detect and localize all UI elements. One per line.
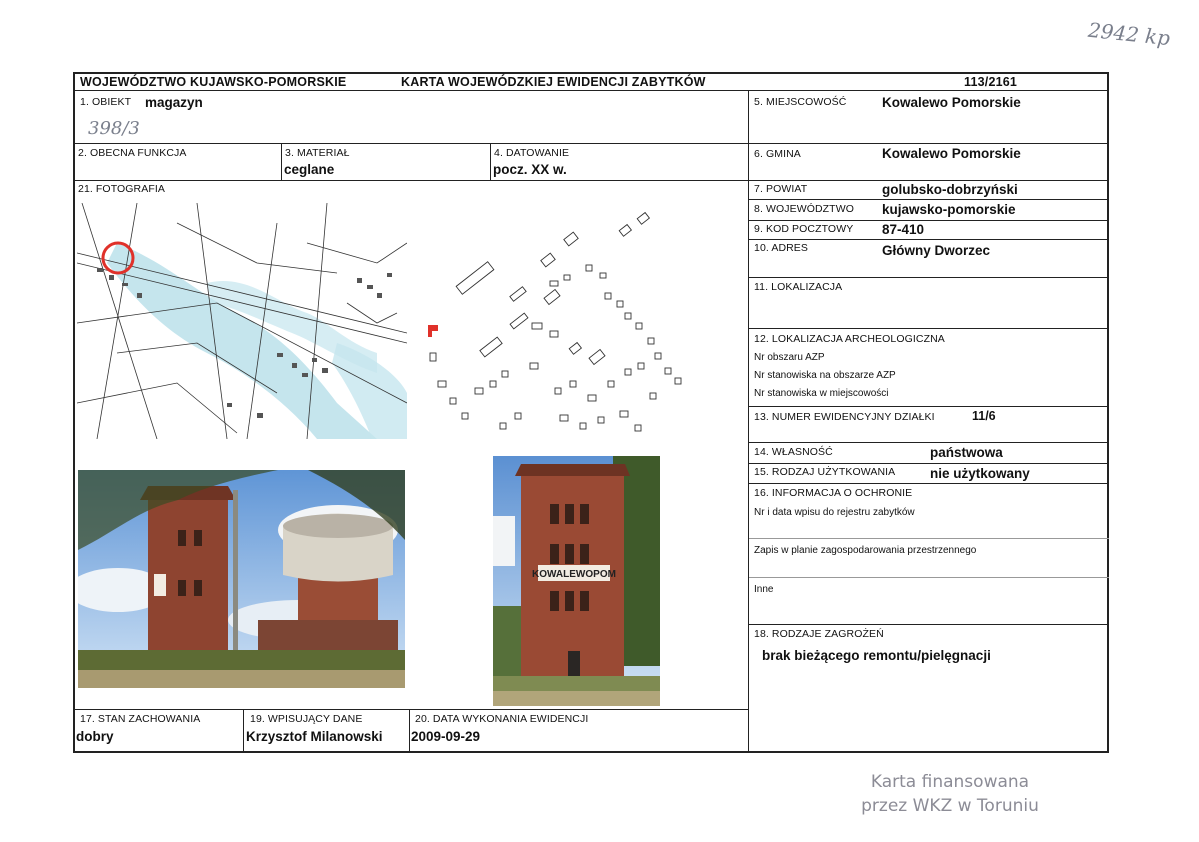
funkcja-label: 2. OBECNA FUNKCJA xyxy=(78,147,187,159)
gmina-value: Kowalewo Pomorskie xyxy=(882,146,1021,161)
powiat-value: golubsko-dobrzyński xyxy=(882,182,1018,197)
zagrozenia-label: 18. RODZAJE ZAGROŻEŃ xyxy=(754,628,884,640)
wojewodztwo-label: 8. WOJEWÓDZTWO xyxy=(754,203,854,215)
miejscowosc-label: 5. MIEJSCOWOŚĆ xyxy=(754,96,847,108)
ochrona-line-rejestr: Nr i data wpisu do rejestru zabytków xyxy=(754,507,915,518)
ochrona-line-plan: Zapis w planie zagospodarowania przestrzennego xyxy=(754,545,977,556)
dzialka-label: 13. NUMER EWIDENCYJNY DZIAŁKI xyxy=(754,411,935,423)
wpisujacy-label: 19. WPISUJĄCY DANE xyxy=(250,713,363,725)
financing-stamp xyxy=(860,770,1040,818)
data-label: 20. DATA WYKONANIA EWIDENCJI xyxy=(415,713,589,725)
datowanie-label: 4. DATOWANIE xyxy=(494,147,570,159)
stamp-line-1: Karta finansowana xyxy=(870,772,1030,792)
card-number: 113/2161 xyxy=(964,75,1018,89)
data-value: 2009-09-29 xyxy=(411,729,481,744)
region-title: WOJEWÓDZTWO KUJAWSKO-POMORSKIE xyxy=(80,75,347,89)
card-title: KARTA WOJEWÓDZKIEJ EWIDENCJI ZABYTKÓW xyxy=(401,75,706,89)
wpisujacy-value: Krzysztof Milanowski xyxy=(246,729,383,744)
stan-label: 17. STAN ZACHOWANIA xyxy=(80,713,201,725)
ochrona-label: 16. INFORMACJA O OCHRONIE xyxy=(754,487,913,499)
arch-line-stanowisko-miejscowosc: Nr stanowiska w miejscowości xyxy=(754,388,889,399)
arch-line-stanowisko-azp: Nr stanowiska na obszarze AZP xyxy=(754,370,896,381)
handwritten-object-code: 398/3 xyxy=(88,118,140,139)
handwritten-archive-number: 2942 kp xyxy=(1086,17,1172,51)
uzytkowanie-value: nie użytkowany xyxy=(930,466,1030,481)
wlasnosc-label: 14. WŁASNOŚĆ xyxy=(754,446,833,458)
photo-towers xyxy=(78,470,405,688)
arch-label: 12. LOKALIZACJA ARCHEOLOGICZNA xyxy=(754,333,945,345)
material-label: 3. MATERIAŁ xyxy=(285,147,350,159)
adres-value: Główny Dworzec xyxy=(882,243,991,258)
obiekt-value: magazyn xyxy=(145,95,203,110)
wlasnosc-value: państwowa xyxy=(930,445,1003,460)
zagrozenia-value: brak bieżącego remontu/pielęgnacji xyxy=(762,648,991,663)
location-map xyxy=(77,203,407,439)
gmina-label: 6. GMINA xyxy=(754,148,801,160)
photo-tower-sign xyxy=(493,456,660,706)
miejscowosc-value: Kowalewo Pomorskie xyxy=(882,95,1021,110)
adres-label: 10. ADRES xyxy=(754,242,809,254)
obiekt-label: 1. OBIEKT xyxy=(80,96,132,108)
lokalizacja-label: 11. LOKALIZACJA xyxy=(754,281,843,293)
stan-value: dobry xyxy=(76,729,114,744)
fotografia-label: 21. FOTOGRAFIA xyxy=(78,183,165,195)
uzytkowanie-label: 15. RODZAJ UŻYTKOWANIA xyxy=(754,466,896,478)
powiat-label: 7. POWIAT xyxy=(754,183,808,195)
datowanie-value: pocz. XX w. xyxy=(493,162,567,177)
site-plan xyxy=(410,203,700,439)
kod-label: 9. KOD POCZTOWY xyxy=(754,223,854,235)
station-sign: KOWALEWOPOM xyxy=(532,569,616,580)
material-value: ceglane xyxy=(284,162,335,177)
ochrona-line-inne: Inne xyxy=(754,584,774,595)
arch-line-azp: Nr obszaru AZP xyxy=(754,352,825,363)
stamp-line-2: przez WKZ w Toruniu xyxy=(861,796,1039,816)
kod-value: 87-410 xyxy=(882,222,925,237)
wojewodztwo-value: kujawsko-pomorskie xyxy=(882,202,1016,217)
dzialka-value: 11/6 xyxy=(972,409,996,423)
